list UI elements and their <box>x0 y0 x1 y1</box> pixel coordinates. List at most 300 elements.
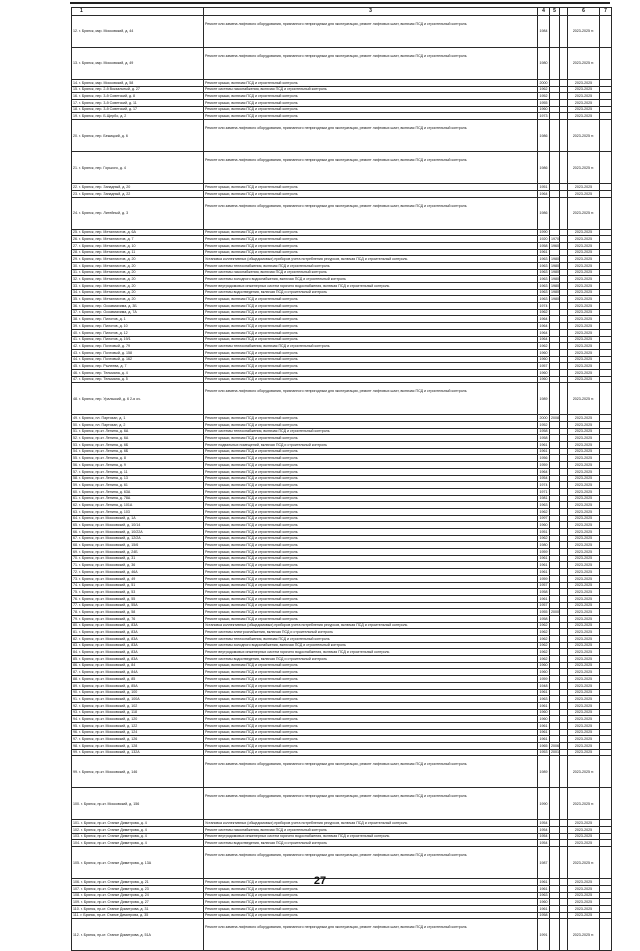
period-cell: 2023-2025 <box>568 542 600 549</box>
address-cell <box>72 847 204 879</box>
work-type-cell: Ремонт крыши, включая ПСД и строительный контроль <box>204 488 538 495</box>
extra-cell <box>600 905 612 912</box>
empty-cell <box>560 636 568 643</box>
year-rebuilt-cell: 1980 <box>551 290 559 295</box>
work-type-cell: Ремонт или замена лифтового оборудования, признанного непригодным для эксплуатации, ремонт лифтовых шахт, включая ПСД и строительный контроль <box>204 383 538 415</box>
empty-cell <box>560 80 568 87</box>
row-number: 22. <box>73 184 78 189</box>
row-number: 40. <box>73 330 78 335</box>
address-text: г. Брянск, пр-кт. Станке Димитрова, д. 21 <box>81 879 149 884</box>
work-type-cell: Ремонт крыши, включая ПСД и строительный контроль <box>204 502 538 509</box>
work-type-cell: Ремонт крыши, включая ПСД и строительный контроль <box>204 422 538 429</box>
address-cell <box>72 709 204 716</box>
address-cell <box>72 508 204 515</box>
column-header: 4 <box>538 8 550 16</box>
extra-cell <box>600 827 612 834</box>
period-cell: 2023-2025 <box>568 555 600 562</box>
year-rebuilt-cell <box>550 642 560 649</box>
year-built-cell: 1986 <box>538 152 550 184</box>
address-text: г. Брянск, пр-кт. Ленина, д. 63А <box>79 489 131 494</box>
address-text: г. Брянск, пер. Западный, д. 20 <box>79 184 131 189</box>
empty-cell <box>560 329 568 336</box>
period-cell: 2023-2025 <box>568 462 600 469</box>
address-cell <box>72 242 204 249</box>
row-number: 65. <box>73 523 78 528</box>
period-cell: 2023-2025 <box>568 369 600 376</box>
address-text: г. Брянск, пер. Горького, д. 4 <box>79 165 126 170</box>
empty-cell <box>560 422 568 429</box>
row-number: 28. <box>73 250 78 255</box>
work-type-cell: Ремонт крыши, включая ПСД и строительный контроль <box>204 475 538 482</box>
period-cell: 2023-2025 <box>568 649 600 656</box>
table-row <box>72 296 612 303</box>
work-type-cell: Ремонт крыши, включая ПСД и строительный контроль <box>204 508 538 515</box>
year-built-cell: 1964 <box>539 330 548 335</box>
year-built-cell: 1964 <box>539 337 548 342</box>
year-rebuilt-cell <box>550 152 560 184</box>
address-text: г. Брянск, пр-кт. Ленина, д. 13 <box>79 476 128 481</box>
extra-cell <box>600 369 612 376</box>
year-built-cell: 1963 <box>539 696 548 701</box>
work-type-cell: Ремонт крыши, включая ПСД и строительный контроль <box>204 190 538 197</box>
extra-cell <box>600 276 612 283</box>
year-rebuilt-cell <box>550 106 560 113</box>
empty-cell <box>560 475 568 482</box>
table-row <box>72 120 612 152</box>
address-cell <box>72 615 204 622</box>
empty-cell <box>560 609 568 616</box>
period-cell: 2023-2025 <box>568 689 600 696</box>
extra-cell <box>600 236 612 243</box>
year-rebuilt-cell: 2006 <box>551 743 559 748</box>
year-built-cell: 1963 <box>539 277 548 282</box>
extra-cell <box>600 555 612 562</box>
year-built-cell: 1955 <box>539 100 548 105</box>
year-built-cell: 1997 <box>539 516 548 521</box>
address-cell <box>72 622 204 629</box>
address-text: г. Брянск, пр-кт. Московский, д. 83А <box>79 636 138 641</box>
year-built-cell: 1960 <box>539 377 548 382</box>
address-cell <box>72 722 204 729</box>
extra-cell <box>600 428 612 435</box>
table-row <box>72 468 612 475</box>
year-built-cell: 1974 <box>539 303 548 308</box>
year-built-cell: 1961 <box>539 730 548 735</box>
row-number: 92. <box>73 703 78 708</box>
table-row <box>72 912 612 919</box>
year-rebuilt-cell <box>550 303 560 310</box>
address-cell <box>72 749 204 756</box>
row-number: 31. <box>73 270 78 275</box>
row-number: 27. <box>73 243 78 248</box>
work-type-cell: Ремонт крыши, включая ПСД и строительный контроль <box>204 482 538 489</box>
year-rebuilt-cell <box>550 575 560 582</box>
empty-cell <box>560 749 568 756</box>
work-type-cell: Ремонт крыши, включая ПСД и строительный контроль <box>204 113 538 120</box>
table-row <box>72 602 612 609</box>
page-number: 27 <box>313 875 327 887</box>
address-text: г. Брянск, пр-кт. Станке Димитрова, д. 31 <box>80 906 149 911</box>
period-cell: 2023-2025 <box>568 100 600 107</box>
year-built-cell: 1963 <box>539 263 548 268</box>
address-text: г. Брянск, пр-кт. Московский, д. 84 <box>79 663 136 668</box>
work-type-cell: Ремонт крыши, включая ПСД и строительный контроль <box>204 589 538 596</box>
year-built-cell: 1984 <box>538 16 550 48</box>
address-text: г. Брянск, пр-кт. Московский, д. 100А <box>79 696 140 701</box>
table-row <box>72 736 612 743</box>
table-row <box>72 190 612 197</box>
address-text: г. Брянск, пр-кт. Московский, д. 128 <box>79 743 138 748</box>
row-number: 74. <box>73 583 78 588</box>
year-rebuilt-cell <box>550 562 560 569</box>
address-text: г. Брянск, пр-кт. Станке Димитрова, д. 23 <box>81 886 149 891</box>
period-cell: 2023-2025 <box>568 296 600 303</box>
period-cell: 2023-2025 <box>568 442 600 449</box>
row-number: 94. <box>73 716 78 721</box>
address-cell <box>72 468 204 475</box>
empty-cell <box>560 535 568 542</box>
address-text: г. Брянск, пр-кт. Московский, д. 124 <box>79 730 138 735</box>
address-text: г. Брянск, пл. Партизан, д. 1 <box>79 416 126 421</box>
work-type-cell: Ремонт крыши, включая ПСД и строительный контроль <box>204 93 538 100</box>
row-number: 82. <box>73 636 78 641</box>
row-number: 15. <box>73 87 78 92</box>
address-text: г. Брянск, пер. Уральский, д. 6 2-я оч. <box>79 396 141 401</box>
work-type-cell: Ремонт крыши, включая ПСД и строительный контроль <box>204 899 538 906</box>
year-built-cell: 1986 <box>538 120 550 152</box>
period-cell: 2023-2025 <box>568 736 600 743</box>
empty-cell <box>560 549 568 556</box>
address-text: г. Брянск, пр-кт. Ленина, д. 61 <box>79 482 128 487</box>
address-text: г. Брянск, пер. Осоавиахима, д. 3Б <box>79 303 137 308</box>
address-cell <box>72 462 204 469</box>
work-type-cell: Ремонт крыши, включая ПСД и строительный контроль <box>204 455 538 462</box>
empty-cell <box>560 833 568 840</box>
year-rebuilt-cell: 1980 <box>551 297 559 302</box>
work-type-cell: Ремонт крыши, включая ПСД и строительный контроль <box>204 316 538 323</box>
year-rebuilt-cell <box>550 736 560 743</box>
period-cell: 2023-2025 <box>568 535 600 542</box>
period-cell: 2023-2025 <box>568 589 600 596</box>
extra-cell <box>600 743 612 750</box>
work-type-cell: Ремонт крыши, включая ПСД и строительный контроль <box>204 522 538 529</box>
empty-cell <box>560 482 568 489</box>
address-text: г. Брянск, пр-кт. Московский, д. 10/14 <box>79 523 141 528</box>
work-type-cell: Ремонт крыши, включая ПСД и строительный контроль <box>204 249 538 256</box>
address-cell <box>72 422 204 429</box>
table-row <box>72 582 612 589</box>
table-row <box>72 749 612 756</box>
row-number: 26. <box>73 236 78 241</box>
address-text: г. Брянск, пер. 3-й Советский, д. 8 <box>79 94 136 99</box>
work-type-cell: Ремонт крыши, включая ПСД и строительный контроль <box>204 448 538 455</box>
extra-cell <box>600 80 612 87</box>
period-cell: 2023-2025 <box>568 912 600 919</box>
year-rebuilt-cell <box>550 475 560 482</box>
period-cell: 2023-2025 <box>568 356 600 363</box>
empty-cell <box>560 736 568 743</box>
row-number: 60. <box>73 489 78 494</box>
extra-cell <box>600 100 612 107</box>
address-text: г. Брянск, пер. 3-й Советский, д. 11 <box>79 100 137 105</box>
address-cell <box>72 428 204 435</box>
row-number: 68. <box>73 543 78 548</box>
empty-cell <box>560 912 568 919</box>
period-cell: 2023-2025 <box>568 80 600 87</box>
year-built-cell: 1962 <box>539 509 548 514</box>
row-number: 50. <box>73 422 78 427</box>
extra-cell <box>600 106 612 113</box>
year-built-cell: 1962 <box>539 536 548 541</box>
year-rebuilt-cell <box>550 184 560 191</box>
row-number: 56. <box>73 462 78 467</box>
table-row <box>72 428 612 435</box>
period-cell: 2023-2025 гг. <box>568 16 600 48</box>
extra-cell <box>600 184 612 191</box>
extra-cell <box>600 343 612 350</box>
year-built-cell: 1961 <box>539 723 548 728</box>
year-rebuilt-cell <box>550 529 560 536</box>
empty-cell <box>560 522 568 529</box>
empty-cell <box>560 702 568 709</box>
work-type-cell: Ремонт системы газоснабжения, включая ПСД и строительный контроль <box>204 269 538 276</box>
table-row <box>72 86 612 93</box>
empty-cell <box>560 428 568 435</box>
row-number: 34. <box>73 290 78 295</box>
year-built-cell: 1960 <box>539 710 548 715</box>
address-text: г. Брянск, пер. Почтовый, д. 158 <box>79 350 132 355</box>
year-built-cell: 1964 <box>539 469 548 474</box>
period-cell: 2023-2025 <box>568 283 600 290</box>
address-cell <box>72 343 204 350</box>
empty-cell <box>560 919 568 951</box>
extra-cell <box>600 190 612 197</box>
row-number: 66. <box>73 529 78 534</box>
period-cell: 2023-2025 <box>568 93 600 100</box>
work-type-cell: Ремонт системы холодного водоснабжения, включая ПСД и строительный контроль <box>204 642 538 649</box>
year-rebuilt-cell <box>550 847 560 879</box>
year-rebuilt-cell <box>550 722 560 729</box>
year-built-cell: 1961 <box>539 737 548 742</box>
year-rebuilt-cell <box>550 892 560 899</box>
work-type-cell: Ремонт крыши, включая ПСД и строительный контроль <box>204 363 538 370</box>
year-built-cell: 1957 <box>539 583 548 588</box>
table-row <box>72 475 612 482</box>
empty-cell <box>560 555 568 562</box>
extra-cell <box>600 749 612 756</box>
empty-cell <box>560 743 568 750</box>
address-text: г. Брянск, пр-кт. Ленина, д. 103 <box>79 509 130 514</box>
year-rebuilt-cell <box>550 649 560 656</box>
year-rebuilt-cell <box>550 555 560 562</box>
year-built-cell: 1960 <box>539 670 548 675</box>
empty-cell <box>560 629 568 636</box>
year-built-cell: 1958 <box>539 429 548 434</box>
address-cell <box>72 236 204 243</box>
year-rebuilt-cell <box>550 702 560 709</box>
address-text: г. Брянск, пр-кт. Станке Димитрова, д. 35 <box>80 913 149 918</box>
address-text: г. Брянск, пер. Тельмана, д. 4 <box>79 370 128 375</box>
table-row <box>72 562 612 569</box>
year-rebuilt-cell <box>550 197 560 229</box>
address-text: г. Брянск, пр-кт. Московский, д. 85 <box>79 676 136 681</box>
address-text: г. Брянск, пр-кт. Московский, д. 58 <box>79 609 136 614</box>
address-cell <box>72 415 204 422</box>
year-rebuilt-cell <box>550 689 560 696</box>
row-number: 78. <box>73 609 78 614</box>
address-cell <box>72 689 204 696</box>
work-type-cell: Ремонт крыши, включая ПСД и строительный контроль <box>204 529 538 536</box>
year-built-cell: 1963 <box>539 270 548 275</box>
document-page <box>71 7 611 951</box>
year-rebuilt-cell <box>550 756 560 788</box>
row-number: 99. <box>73 750 78 755</box>
address-cell <box>72 905 204 912</box>
work-type-cell: Ремонт внутридомовых инженерных систем горячего водоснабжения, включая ПСД и строительный контроль <box>204 833 538 840</box>
extra-cell <box>600 323 612 330</box>
row-number: 101. <box>73 821 80 826</box>
work-type-cell: Ремонт крыши, включая ПСД и строительный контроль <box>204 729 538 736</box>
work-type-cell: Ремонт крыши, включая ПСД и строительный контроль <box>204 236 538 243</box>
work-type-cell: Ремонт крыши, включая ПСД и строительный контроль <box>204 549 538 556</box>
table-row <box>72 422 612 429</box>
extra-cell <box>600 515 612 522</box>
period-cell: 2023-2025 <box>568 729 600 736</box>
year-rebuilt-cell <box>550 48 560 80</box>
year-built-cell: 1961 <box>539 906 548 911</box>
period-cell: 2023-2025 <box>568 656 600 663</box>
address-cell <box>72 899 204 906</box>
row-number: 89. <box>73 683 78 688</box>
work-type-cell: Ремонт крыши, включая ПСД и строительный контроль <box>204 709 538 716</box>
row-number: 58. <box>73 476 78 481</box>
extra-cell <box>600 383 612 415</box>
extra-cell <box>600 309 612 316</box>
extra-cell <box>600 455 612 462</box>
column-header: 5 <box>550 8 560 16</box>
table-row <box>72 689 612 696</box>
address-cell <box>72 269 204 276</box>
address-text: г. Брянск, пр-кт. Московский, д. 120 <box>79 716 138 721</box>
year-rebuilt-cell <box>550 535 560 542</box>
work-type-cell: Ремонт системы теплоснабжения, включая ПСД и строительный контроль <box>204 428 538 435</box>
table-row <box>72 696 612 703</box>
extra-cell <box>600 669 612 676</box>
extra-cell <box>600 899 612 906</box>
work-type-cell: Ремонт крыши, включая ПСД и строительный контроль <box>204 309 538 316</box>
address-text: г. Брянск, пр-кт. Московский, д. 49 <box>79 576 136 581</box>
empty-cell <box>560 892 568 899</box>
year-built-cell: 1965 <box>539 743 548 748</box>
address-cell <box>72 636 204 643</box>
period-cell: 2023-2025 <box>568 242 600 249</box>
year-rebuilt-cell <box>550 462 560 469</box>
year-built-cell: 1961 <box>539 449 548 454</box>
year-rebuilt-cell <box>550 120 560 152</box>
year-built-cell: 1961 <box>539 690 548 695</box>
column-header: 3 <box>204 8 538 16</box>
row-number: 20. <box>73 133 78 138</box>
work-type-cell: Ремонт крыши, включая ПСД и строительный контроль <box>204 722 538 729</box>
column-header: 6 <box>568 8 600 16</box>
empty-cell <box>560 729 568 736</box>
empty-cell <box>560 113 568 120</box>
year-built-cell: 1962 <box>539 636 548 641</box>
row-number: 30. <box>73 263 78 268</box>
year-built-cell: 1989 <box>538 383 550 415</box>
row-number: 61. <box>73 496 78 501</box>
extra-cell <box>600 462 612 469</box>
work-type-cell: Ремонт крыши, включая ПСД и строительный контроль <box>204 716 538 723</box>
address-cell <box>72 833 204 840</box>
table-row <box>72 236 612 243</box>
work-type-cell: Ремонт крыши, включая ПСД и строительный контроль <box>204 615 538 622</box>
address-cell <box>72 602 204 609</box>
address-cell <box>72 919 204 951</box>
address-text: г. Брянск, пр-кт. Станке Димитрова, д. 4 <box>81 834 147 839</box>
address-text: г. Брянск, пр-кт. Московский, д. 118 <box>79 710 137 715</box>
empty-cell <box>560 336 568 343</box>
table-row <box>72 595 612 602</box>
table-row <box>72 827 612 834</box>
year-built-cell: 1960 <box>539 357 548 362</box>
period-cell: 2023-2025 <box>568 106 600 113</box>
work-type-cell: Ремонт крыши, включая ПСД и строительный контроль <box>204 184 538 191</box>
extra-cell <box>600 529 612 536</box>
table-row <box>72 636 612 643</box>
work-type-cell: Ремонт или замена лифтового оборудования, признанного непригодным для эксплуатации, ремонт лифтовых шахт, включая ПСД и строительный контроль <box>204 16 538 48</box>
address-cell <box>72 649 204 656</box>
empty-cell <box>560 152 568 184</box>
year-rebuilt-cell <box>550 636 560 643</box>
year-rebuilt-cell <box>550 349 560 356</box>
table-row <box>72 249 612 256</box>
row-number: 104. <box>73 841 80 846</box>
address-text: г. Брянск, пр-кт. Московский, д. 156 <box>81 801 140 806</box>
year-rebuilt-cell <box>550 595 560 602</box>
row-number: 98. <box>73 743 78 748</box>
extra-cell <box>600 329 612 336</box>
period-cell: 2023-2025 гг. <box>568 919 600 951</box>
extra-cell <box>600 289 612 296</box>
year-built-cell: 1961 <box>539 703 548 708</box>
period-cell: 2023-2025 <box>568 422 600 429</box>
year-built-cell: 1952 <box>539 94 548 99</box>
extra-cell <box>600 656 612 663</box>
address-text: г. Брянск, мкр. Московский, д. 49 <box>79 61 134 66</box>
extra-cell <box>600 283 612 290</box>
period-cell: 2023-2025 <box>568 899 600 906</box>
table-row <box>72 788 612 820</box>
empty-cell <box>560 656 568 663</box>
period-cell: 2023-2025 <box>568 743 600 750</box>
period-cell: 2023-2025 <box>568 488 600 495</box>
address-cell <box>72 495 204 502</box>
empty-cell <box>560 495 568 502</box>
period-cell: 2023-2025 <box>568 256 600 263</box>
extra-cell <box>600 197 612 229</box>
extra-cell <box>600 522 612 529</box>
year-built-cell: 1961 <box>539 556 548 561</box>
table-row <box>72 542 612 549</box>
work-type-cell: Ремонт крыши, включая ПСД и строительный контроль <box>204 336 538 343</box>
address-cell <box>72 100 204 107</box>
address-cell <box>72 696 204 703</box>
address-text: г. Брянск, пер. Металлистов, д. 20 <box>79 277 136 282</box>
row-number: 81. <box>73 630 78 635</box>
year-built-cell: 1963 <box>539 297 548 302</box>
extra-cell <box>600 569 612 576</box>
